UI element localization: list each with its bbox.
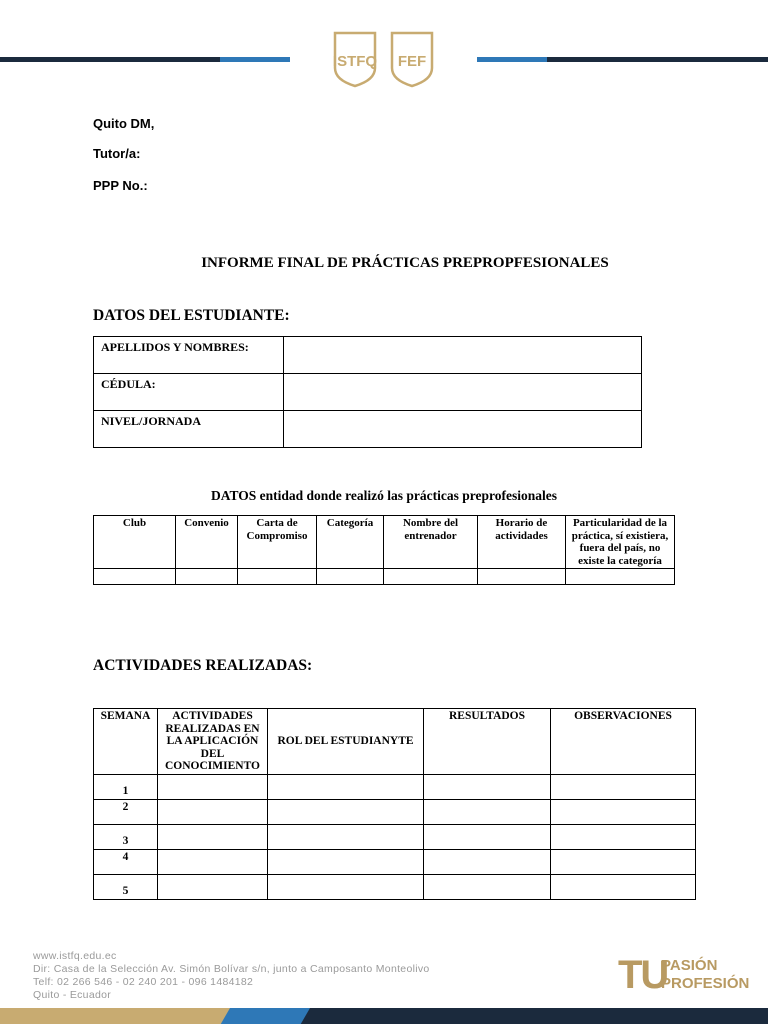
entity-cell[interactable] <box>176 569 238 585</box>
tutor-line: Tutor/a: <box>93 146 141 161</box>
activity-cell[interactable] <box>158 874 268 899</box>
activity-cell[interactable] <box>158 774 268 799</box>
student-value[interactable] <box>284 337 642 374</box>
footer-address: Dir: Casa de la Selección Av. Simón Bolívar s/n, junto a Camposanto Monteolivo <box>33 963 430 975</box>
column-header: RESULTADOS <box>424 709 551 775</box>
table-row <box>94 824 696 849</box>
activities-heading: ACTIVIDADES REALIZADAS: <box>93 657 313 674</box>
footer-bar <box>0 1008 768 1024</box>
column-header: Categoría <box>317 516 384 569</box>
week-number: 5 <box>94 874 158 899</box>
column-header: OBSERVACIONES <box>551 709 696 775</box>
student-value[interactable] <box>284 374 642 411</box>
column-header: ROL DEL ESTUDIANYTE <box>268 709 424 775</box>
fef-logo <box>388 30 436 88</box>
table-row <box>94 569 675 585</box>
footer-phone: Telf: 02 266 546 - 02 240 201 - 096 1484182 <box>33 976 254 988</box>
activity-cell[interactable] <box>424 824 551 849</box>
activity-cell[interactable] <box>268 774 424 799</box>
activity-cell[interactable] <box>551 799 696 824</box>
activity-cell[interactable] <box>424 849 551 874</box>
activity-cell[interactable] <box>268 874 424 899</box>
activity-cell[interactable] <box>424 799 551 824</box>
table-header-row <box>94 516 675 569</box>
entity-table <box>93 515 675 585</box>
entity-cell[interactable] <box>94 569 176 585</box>
activities-table <box>93 708 696 900</box>
table-row <box>94 874 696 899</box>
activity-cell[interactable] <box>424 774 551 799</box>
activity-cell[interactable] <box>158 799 268 824</box>
entity-cell[interactable] <box>317 569 384 585</box>
activity-cell[interactable] <box>158 849 268 874</box>
table-header-row <box>94 709 696 775</box>
student-value[interactable] <box>284 411 642 448</box>
entity-cell[interactable] <box>566 569 675 585</box>
table-row <box>94 849 696 874</box>
activity-cell[interactable] <box>551 774 696 799</box>
logo-right-text: FEF <box>397 53 427 70</box>
activity-cell[interactable] <box>551 849 696 874</box>
student-label: APELLIDOS Y NOMBRES: <box>94 337 284 374</box>
column-header: Nombre del entrenador <box>384 516 478 569</box>
table-row <box>94 411 642 448</box>
activity-cell[interactable] <box>268 799 424 824</box>
slogan-tu: TU <box>618 953 668 997</box>
entity-cell[interactable] <box>384 569 478 585</box>
footer-web-link[interactable]: www.istfq.edu.ec <box>33 950 117 962</box>
header-bar-right <box>477 57 768 62</box>
student-label: CÉDULA: <box>94 374 284 411</box>
table-row <box>94 799 696 824</box>
activity-cell[interactable] <box>158 824 268 849</box>
activity-cell[interactable] <box>551 874 696 899</box>
footer-contact <box>33 950 430 1002</box>
slogan-line-2: PROFESIÓN <box>661 975 750 992</box>
student-heading: DATOS DEL ESTUDIANTE: <box>93 307 290 324</box>
table-row <box>94 774 696 799</box>
student-label: NIVEL/JORNADA <box>94 411 284 448</box>
activity-cell[interactable] <box>551 824 696 849</box>
week-number: 2 <box>94 799 158 824</box>
logo-left-text: ISTFQ <box>332 53 378 70</box>
ppp-line: PPP No.: <box>93 178 148 193</box>
column-header: Convenio <box>176 516 238 569</box>
entity-heading: DATOS entidad donde realizó las prácticas preprofesionales <box>210 488 558 503</box>
entity-cell[interactable] <box>238 569 317 585</box>
column-header: SEMANA <box>94 709 158 775</box>
entity-cell[interactable] <box>478 569 566 585</box>
week-number: 3 <box>94 824 158 849</box>
week-number: 1 <box>94 774 158 799</box>
activity-cell[interactable] <box>424 874 551 899</box>
table-row <box>94 337 642 374</box>
column-header: Club <box>94 516 176 569</box>
column-header: ACTIVIDADES REALIZADAS EN LA APLICACIÓN DEL CONOCIMIENTO <box>158 709 268 775</box>
column-header: Horario de actividades <box>478 516 566 569</box>
page-title: INFORME FINAL DE PRÁCTICAS PREPROPFESIONALES <box>201 255 609 271</box>
activity-cell[interactable] <box>268 849 424 874</box>
slogan-line-1: PASIÓN <box>661 957 718 974</box>
column-header: Particularidad de la práctica, sí existiera, fuera del país, no existe la categoría <box>566 516 675 569</box>
istfq-logo <box>331 30 379 88</box>
student-table <box>93 336 642 448</box>
activity-cell[interactable] <box>268 824 424 849</box>
table-row <box>94 374 642 411</box>
week-number: 4 <box>94 849 158 874</box>
footer-city: Quito - Ecuador <box>33 989 112 1001</box>
column-header: Carta de Compromiso <box>238 516 317 569</box>
city-line: Quito DM, <box>93 116 155 131</box>
header-bar-left <box>0 57 290 62</box>
